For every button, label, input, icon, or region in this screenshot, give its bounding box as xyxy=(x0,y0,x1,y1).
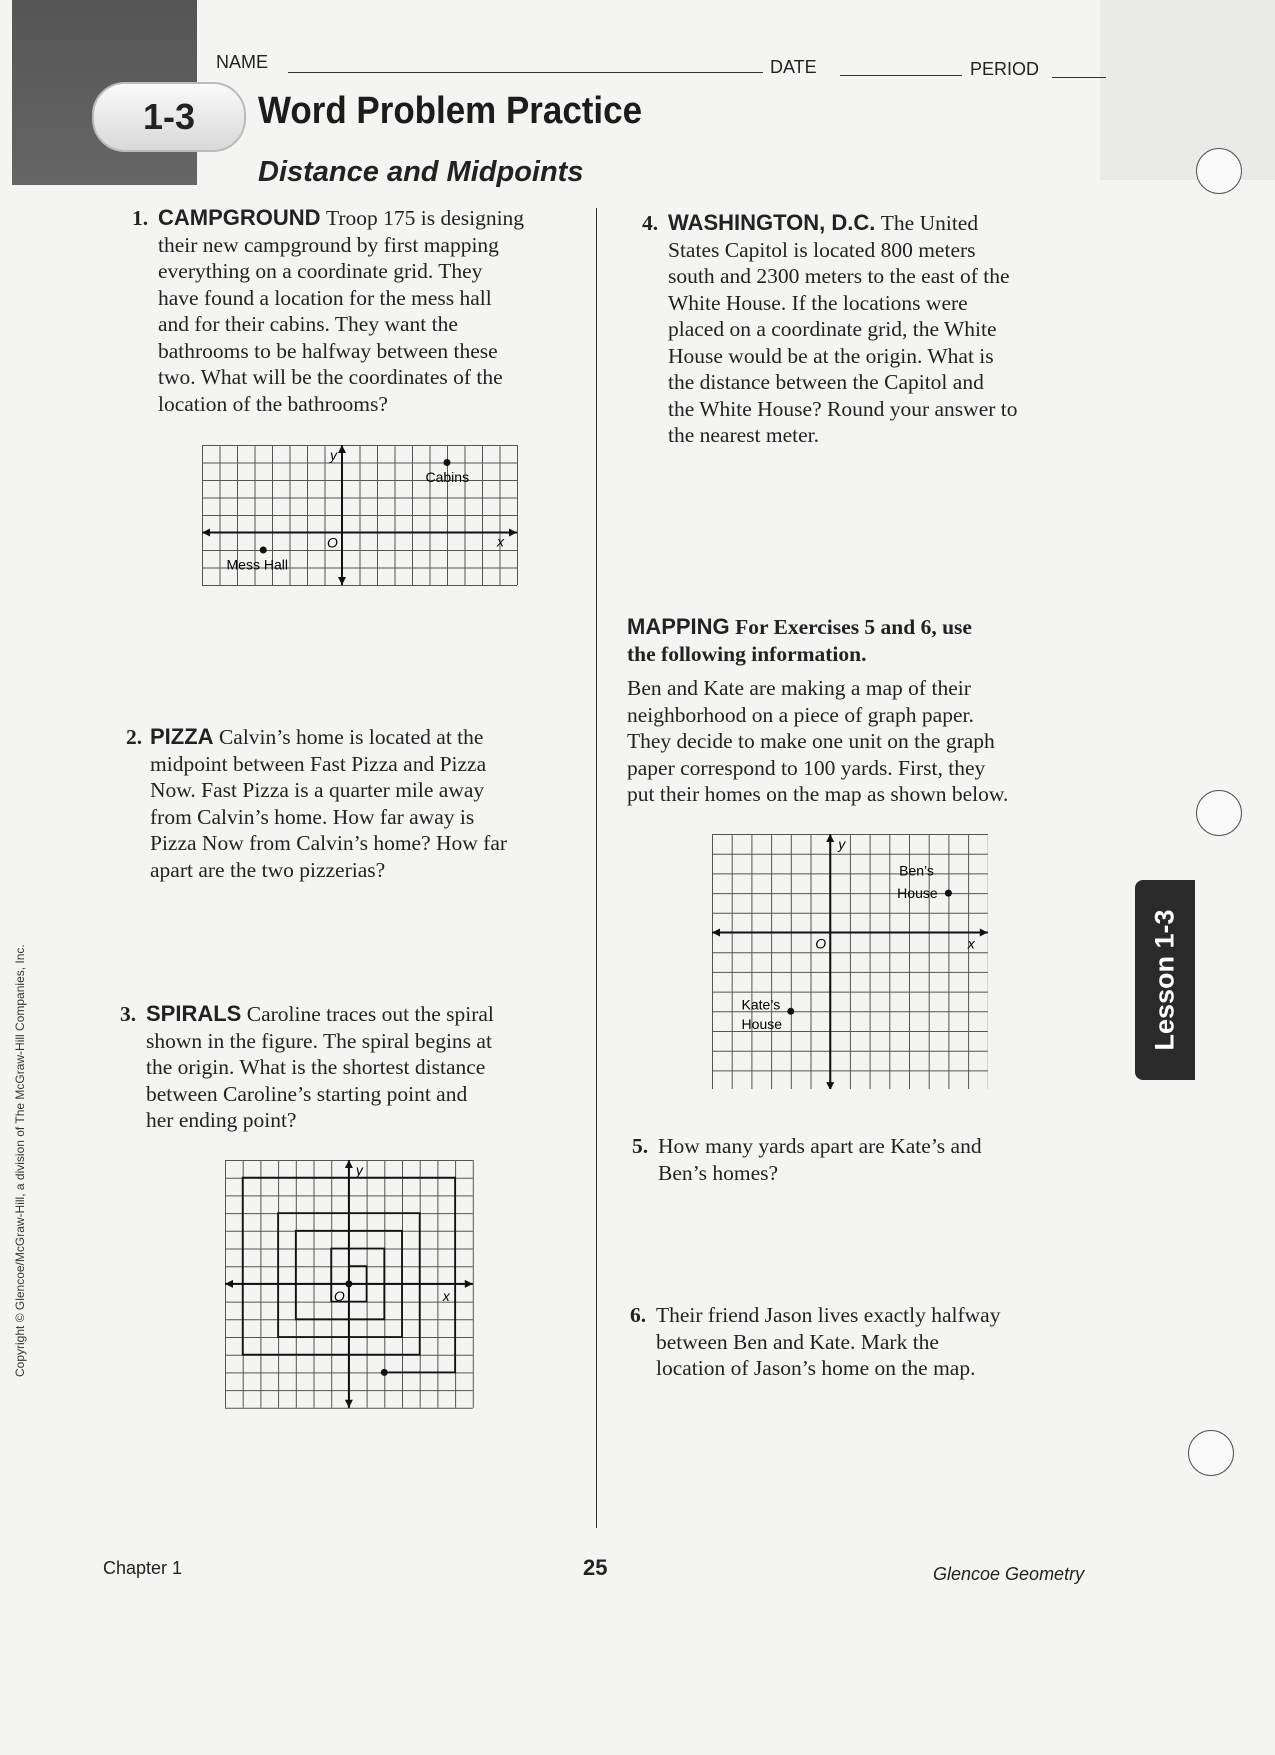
cabins-label: Cabins xyxy=(425,469,470,485)
kate-house-point xyxy=(787,1008,794,1015)
name-line[interactable] xyxy=(288,72,763,73)
x-axis-label: x xyxy=(497,533,504,550)
punch-hole-middle xyxy=(1196,790,1242,836)
y-axis-label: y xyxy=(355,1162,363,1178)
problem-2: 2. PIZZA Calvin’s home is located at the midpoint between Fast Pizza and Pizza Now. Fast Pizza is a quarter mile away from Calvin’s home. How far away is Pizza Now from Calvin’s home? How far apart are the two pizzerias? xyxy=(126,724,508,882)
y-arrow-down xyxy=(338,577,346,585)
problem-5: 5. How many yards apart are Kate’s and Ben’s homes? xyxy=(632,1134,982,1185)
ben-house-label: House xyxy=(897,885,938,902)
y-arrow-down xyxy=(826,1082,834,1089)
y-axis-label: y xyxy=(838,836,846,852)
x-arrow xyxy=(465,1280,473,1288)
problem-3: 3. SPIRALS Caroline traces out the spiral shown in the figure. The spiral begins at the origin. What is the shortest distance between Caroline’s starting point and her ending point? xyxy=(120,1001,494,1132)
origin-label: O xyxy=(327,534,338,551)
punch-hole-bottom xyxy=(1188,1430,1234,1476)
period-label: PERIOD xyxy=(970,59,1040,79)
neighborhood-map-graph[interactable] xyxy=(712,834,988,1094)
mapping-instructions: MAPPING For Exercises 5 and 6, use the following information. Ben and Kate are making a map of their neighborhood on a piece of graph paper. They decide to make one unit on the graph paper correspond to 100 yards. First, they put their homes on the map as shown below. xyxy=(627,614,1009,806)
date-line[interactable] xyxy=(840,75,962,76)
campground-graph xyxy=(202,445,522,600)
kate-house-label: Kate’s xyxy=(741,996,781,1013)
origin-label: O xyxy=(815,935,827,952)
ben-house-label: Ben’s xyxy=(899,862,934,879)
y-arrow xyxy=(826,834,834,842)
x-axis-label: x xyxy=(967,935,975,952)
x-arrow-left xyxy=(712,929,720,937)
x-axis-label: x xyxy=(442,1287,450,1304)
period-line[interactable] xyxy=(1052,77,1106,78)
problem-1: 1. CAMPGROUND Troop 175 is designing their new campground by first mapping everything on a coordinate grid. They have found a location for the mess hall and for their cabins. They want the bathrooms to be halfway between these two. What will be the coordinates of the location of the bathrooms? xyxy=(132,205,525,416)
kate-house-label: House xyxy=(741,1016,783,1032)
x-arrow xyxy=(509,529,517,537)
page-title: Word Problem Practice xyxy=(258,90,643,132)
footer-book: Glencoe Geometry xyxy=(933,1564,1085,1584)
lesson-side-tab: Lesson 1-3 xyxy=(1135,880,1195,1080)
x-arrow-left xyxy=(225,1280,233,1288)
origin-label: O xyxy=(333,1287,345,1304)
ben-house-point xyxy=(945,890,952,897)
date-label: DATE xyxy=(770,57,817,77)
spiral-graph xyxy=(225,1160,477,1421)
mess-hall-point xyxy=(260,547,267,554)
y-arrow xyxy=(345,1160,353,1168)
mess-hall-label: Mess Hall xyxy=(226,556,288,573)
ghost-corner xyxy=(1100,0,1275,180)
y-axis-label: y xyxy=(330,447,337,463)
footer-page-number: 25 xyxy=(583,1555,608,1580)
y-arrow-down xyxy=(345,1400,353,1408)
lesson-number-badge: 1-3 xyxy=(92,82,246,152)
problem-6: 6. Their friend Jason lives exactly halfway between Ben and Kate. Mark the location of Jason’s home on the map. xyxy=(630,1303,1001,1380)
x-arrow xyxy=(980,929,988,937)
punch-hole-top xyxy=(1196,148,1242,194)
x-arrow-left xyxy=(202,529,210,537)
spiral-start-point xyxy=(345,1280,352,1287)
y-arrow xyxy=(338,445,346,453)
problem-4: 4. WASHINGTON, D.C. The United States Capitol is located 800 meters south and 2300 meters to the east of the White House. If the locations were placed on a coordinate grid, the White House would be at the origin. What is the distance between the Capitol and the White House? Round your answer to the nearest meter. xyxy=(642,210,1018,447)
page-subtitle: Distance and Midpoints xyxy=(258,156,584,188)
spiral-end-point xyxy=(381,1369,388,1376)
copyright-notice: Copyright © Glencoe/McGraw-Hill, a division of The McGraw-Hill Companies, Inc. xyxy=(13,944,27,1377)
name-label: NAME xyxy=(216,52,269,72)
cabins-point xyxy=(444,459,451,466)
footer-chapter: Chapter 1 xyxy=(103,1558,183,1578)
